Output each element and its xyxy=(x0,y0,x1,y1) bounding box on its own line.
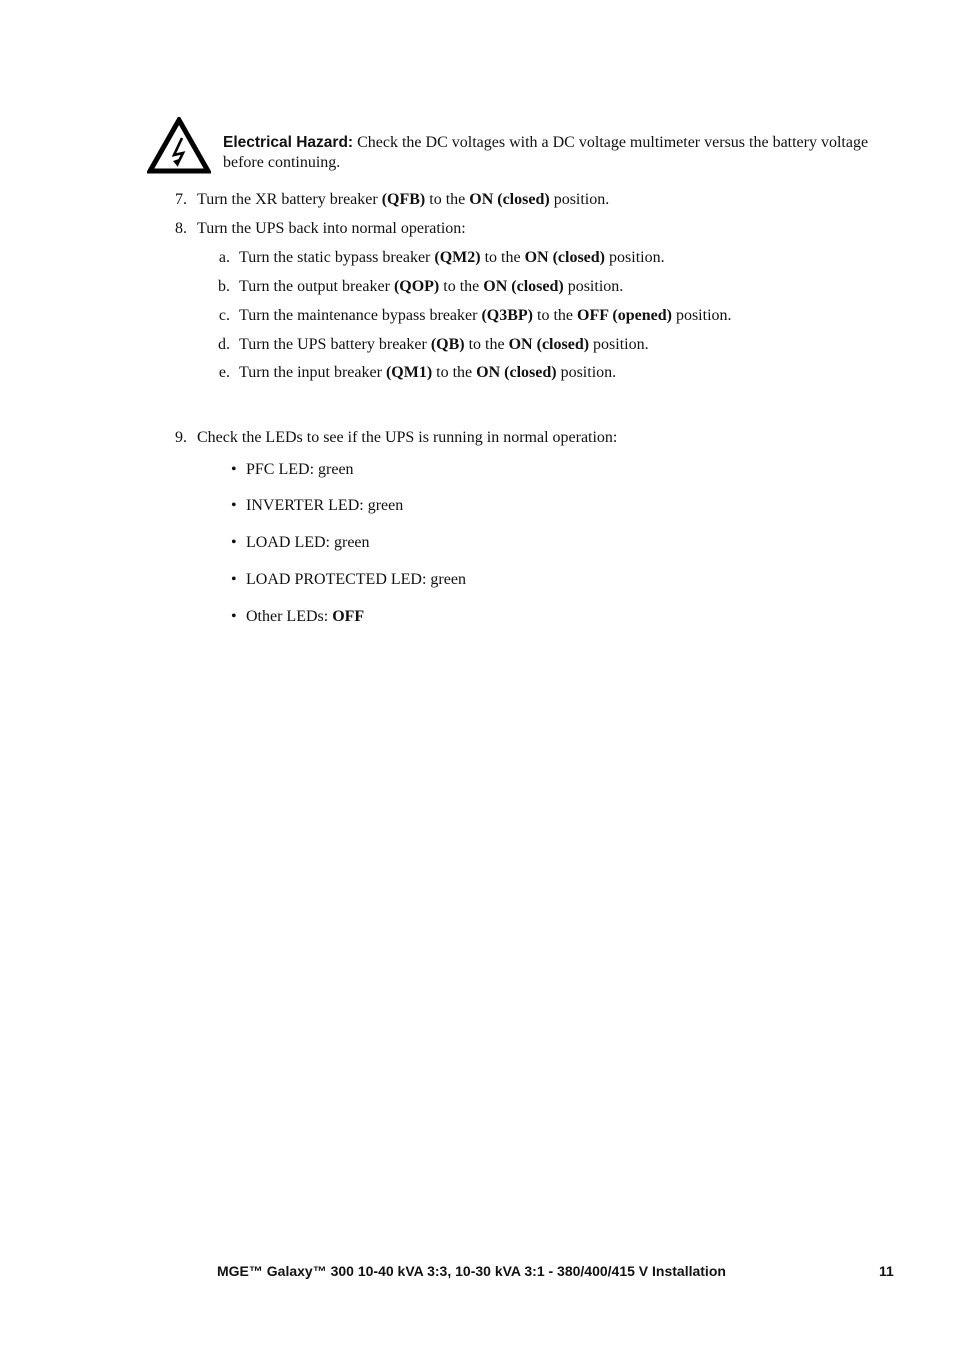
sub-step-letter: e. xyxy=(218,364,230,381)
bullet-icon: • xyxy=(231,608,237,625)
bullet-text: PFC LED: green xyxy=(246,461,354,478)
sub-step-text: Turn the static bypass breaker (QM2) to the ON (closed) position. xyxy=(239,249,665,266)
sub-step-text: Turn the output breaker (QOP) to the ON (closed) position. xyxy=(239,278,624,295)
hazard-title: Electrical Hazard: xyxy=(223,134,354,151)
bullet-icon: • xyxy=(231,534,237,551)
bullet-text: Other LEDs: OFF xyxy=(246,608,365,625)
electrical-hazard-icon xyxy=(147,117,211,175)
step-text: Turn the XR battery breaker (QFB) to the ON (closed) position. xyxy=(197,191,610,208)
step-text: Check the LEDs to see if the UPS is running in normal operation: xyxy=(197,429,618,446)
bullet-icon: • xyxy=(231,571,237,588)
sub-step-letter: b. xyxy=(218,278,230,295)
hazard-message: Check the DC voltages with a DC voltage multimeter versus the battery voltage before continuing. xyxy=(223,134,869,171)
step-number: 9. xyxy=(175,429,187,446)
bullet-icon: • xyxy=(231,461,237,478)
sub-step-letter: d. xyxy=(218,336,230,353)
footer-title: MGE™ Galaxy™ 300 10-40 kVA 3:3, 10-30 kVA 3:1 - 380/400/415 V Installation xyxy=(217,1263,726,1279)
bullet-text: INVERTER LED: green xyxy=(246,497,404,514)
hazard-text xyxy=(223,133,903,173)
sub-step-text: Turn the maintenance bypass breaker (Q3BP) to the OFF (opened) position. xyxy=(239,307,732,324)
bullet-icon: • xyxy=(231,497,237,514)
bullet-text: LOAD LED: green xyxy=(246,534,370,551)
step-number: 8. xyxy=(175,220,187,237)
step-text: Turn the UPS back into normal operation: xyxy=(197,220,466,237)
sub-step-text: Turn the UPS battery breaker (QB) to the ON (closed) position. xyxy=(239,336,649,353)
sub-step-text: Turn the input breaker (QM1) to the ON (closed) position. xyxy=(239,364,617,381)
sub-step-letter: c. xyxy=(218,307,230,324)
sub-step-letter: a. xyxy=(218,249,230,266)
page-number: 11 xyxy=(879,1263,894,1279)
bullet-text: LOAD PROTECTED LED: green xyxy=(246,571,466,588)
step-number: 7. xyxy=(175,191,187,208)
